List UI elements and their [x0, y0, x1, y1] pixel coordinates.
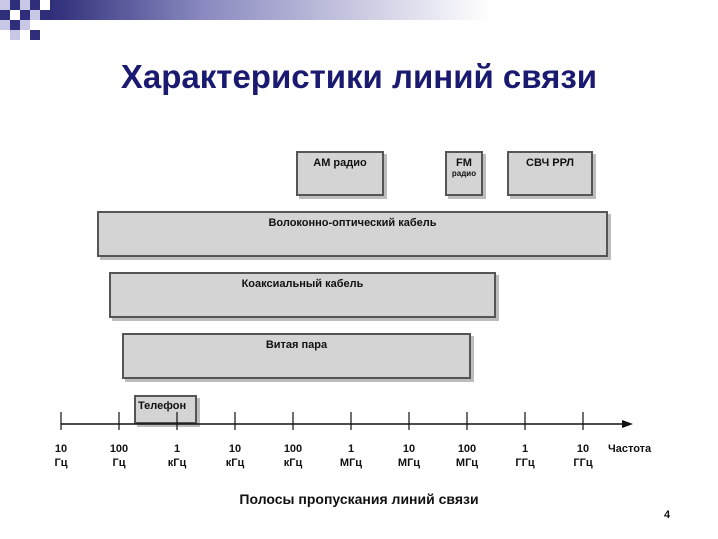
- tick-label-unit: МГц: [397, 457, 421, 469]
- band-telephone-label: Телефон: [138, 400, 187, 412]
- tick-label-value: 1: [521, 443, 529, 455]
- figure-caption: Полосы пропускания линий связи: [239, 491, 479, 507]
- tick-label-value: 10: [576, 443, 590, 455]
- tick-label-value: 100: [109, 443, 129, 455]
- band-fm-radio-label: FM: [456, 157, 472, 169]
- tick-label-value: 10: [228, 443, 242, 455]
- tick-label: [505, 442, 545, 470]
- tick-label: [447, 442, 487, 470]
- band-twisted-pair-label: Витая пара: [265, 339, 328, 351]
- tick-label-value: 1: [347, 443, 355, 455]
- tick-label: [273, 442, 313, 470]
- slide-title: Характеристики линий связи: [120, 58, 598, 95]
- tick-label-unit: Гц: [54, 457, 68, 469]
- tick-label: [563, 442, 603, 470]
- tick-label-unit: ГГц: [515, 457, 535, 469]
- band-fiber-optic-label: Волоконно-оптический кабель: [268, 217, 437, 229]
- axis-ticks: [61, 412, 583, 430]
- tick-label-unit: Гц: [112, 457, 126, 469]
- tick-label-unit: МГц: [339, 457, 363, 469]
- tick-label: [99, 442, 139, 470]
- tick-label-unit: МГц: [455, 457, 479, 469]
- tick-label-unit: кГц: [283, 457, 303, 469]
- tick-label-value: 10: [402, 443, 416, 455]
- band-microwave-label: СВЧ РРЛ: [526, 157, 574, 169]
- band-am-radio-label: АМ радио: [313, 157, 367, 169]
- band-coaxial-label: Коаксиальный кабель: [241, 278, 364, 290]
- tick-label-value: 100: [283, 443, 303, 455]
- tick-label: [41, 442, 81, 470]
- tick-label-value: 100: [457, 443, 477, 455]
- axis-arrow: [622, 420, 633, 428]
- tick-label-value: 10: [54, 443, 68, 455]
- band-fm-radio-sublabel: радио: [451, 169, 477, 178]
- tick-label-unit: кГц: [167, 457, 187, 469]
- tick-label: [157, 442, 197, 470]
- tick-label-value: 1: [173, 443, 181, 455]
- page-number: 4: [664, 509, 671, 521]
- tick-label: [389, 442, 429, 470]
- tick-label-unit: кГц: [225, 457, 245, 469]
- tick-label-unit: ГГц: [573, 457, 593, 469]
- tick-label: [215, 442, 255, 470]
- axis-title: Частота: [608, 443, 652, 455]
- tick-label: [331, 442, 371, 470]
